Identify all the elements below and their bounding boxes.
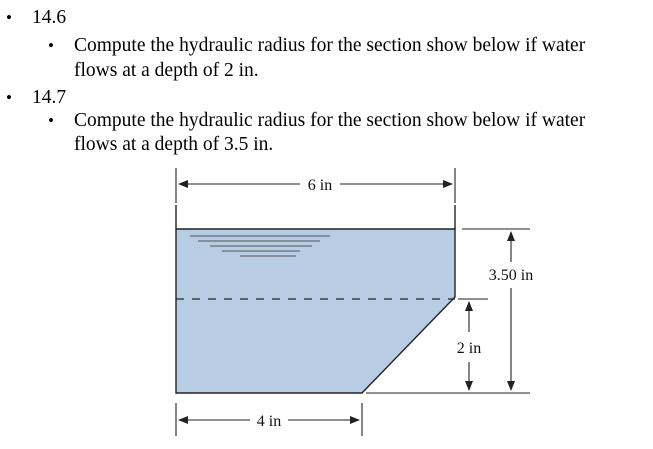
problem-text-14-7-line1: Compute the hydraulic radius for the section show below if water	[74, 110, 586, 131]
bullet-14-6: •	[6, 8, 12, 27]
problem-number-14-7: 14.7	[32, 87, 67, 108]
water-cross-section	[176, 229, 455, 393]
problem-text-14-6-line1: Compute the hydraulic radius for the section show below if water	[74, 35, 586, 56]
total-depth-label: 3.50 in	[488, 267, 534, 284]
sub-bullet-14-6: •	[48, 36, 54, 55]
top-width-label: 6 in	[307, 177, 333, 194]
bottom-width-label: 4 in	[256, 413, 282, 430]
problem-number-14-6: 14.6	[32, 7, 67, 28]
bullet-14-7: •	[6, 88, 12, 107]
problem-text-14-6-line2: flows at a depth of 2 in.	[74, 60, 259, 81]
problem-text-14-7-line2: flows at a depth of 3.5 in.	[74, 134, 274, 155]
sub-bullet-14-7: •	[48, 111, 54, 130]
partial-depth-label: 2 in	[456, 340, 482, 357]
